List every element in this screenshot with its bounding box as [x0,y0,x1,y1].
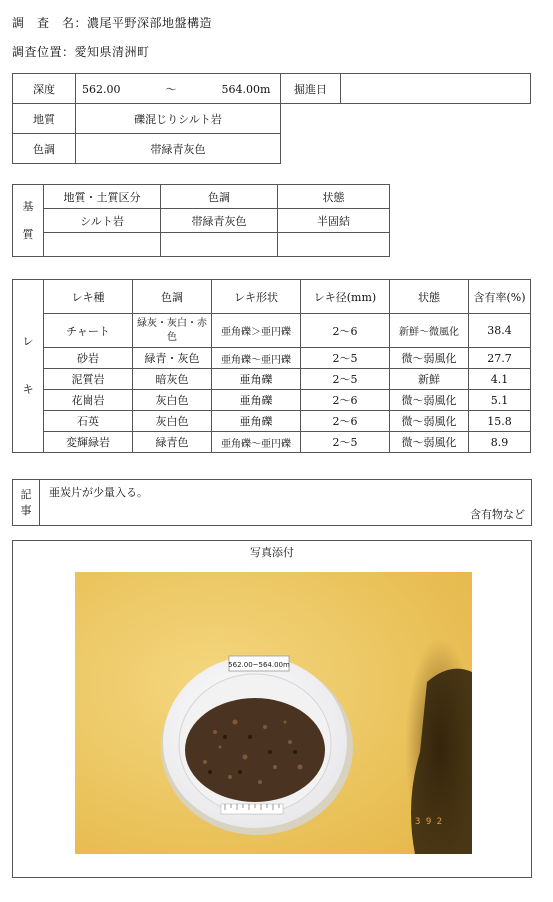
gravel-header-color: 色調 [133,280,212,314]
matrix-state: 半固結 [278,209,390,233]
notes-side-label: 記 事 [13,480,40,525]
depth-table [12,73,531,164]
matrix-header-color: 色調 [161,185,278,209]
matrix-color: 帯緑青灰色 [161,209,278,233]
survey-location: 調査位置：愛知県清洲町 [12,45,150,59]
sample-photo-image [75,572,472,854]
gravel-row: チャート 緑灰・灰白・赤色 亜角礫＞亜円礫 2〜6 新鮮〜微風化 38.4 [13,314,531,348]
geology-label: 地質 [13,104,76,134]
gravel-row: 泥質岩 暗灰色 亜角礫 2〜5 新鮮 4.1 [13,369,531,390]
gravel-table [12,279,531,453]
depth-from: 562.00 [82,82,121,96]
gravel-header-state: 状態 [390,280,469,314]
gravel-header-type: レキ種 [44,280,133,314]
excavation-label: 掘進日 [281,74,341,104]
color-label: 色調 [13,134,76,164]
photo-frame [12,540,532,878]
notes-box [12,479,532,526]
matrix-table [12,184,390,257]
excavation-value [341,74,531,104]
gravel-row: 花崗岩 灰白色 亜角礫 2〜6 微〜弱風化 5.1 [13,390,531,411]
matrix-side-label: 基 質 [13,185,44,257]
date-stamp: 3 9 2 [415,817,443,827]
gravel-row: 石英 灰白色 亜角礫 2〜6 微〜弱風化 15.8 [13,411,531,432]
notes-text: 亜炭片が少量入る。 [49,486,148,499]
gravel-side-label: レ キ [13,280,44,453]
notes-footer: 含有物など [470,508,525,521]
gravel-header-shape: レキ形状 [212,280,301,314]
sample-label: 562.00~564.00m [228,661,290,669]
depth-range [76,74,281,104]
gravel-row: 変輝緑岩 緑青色 亜角礫〜亜円礫 2〜5 微〜弱風化 8.9 [13,432,531,453]
geology-value: 礫混じりシルト岩 [76,104,281,134]
photo-title: 写真添付 [250,546,294,559]
gravel-header-size: レキ径(mm) [301,280,390,314]
matrix-header-geology: 地質・土質区分 [44,185,161,209]
depth-label: 深度 [13,74,76,104]
matrix-header-state: 状態 [278,185,390,209]
gravel-header-ratio: 含有率(%) [469,280,531,314]
survey-name: 調 査 名：濃尾平野深部地盤構造 [12,16,213,30]
gravel-row: 砂岩 緑青・灰色 亜角礫〜亜円礫 2〜5 微〜弱風化 27.7 [13,348,531,369]
matrix-geology: シルト岩 [44,209,161,233]
depth-separator: 〜 [165,82,177,96]
depth-to: 564.00m [221,82,271,96]
sample-photo [75,572,472,854]
color-value: 帯緑青灰色 [76,134,281,164]
